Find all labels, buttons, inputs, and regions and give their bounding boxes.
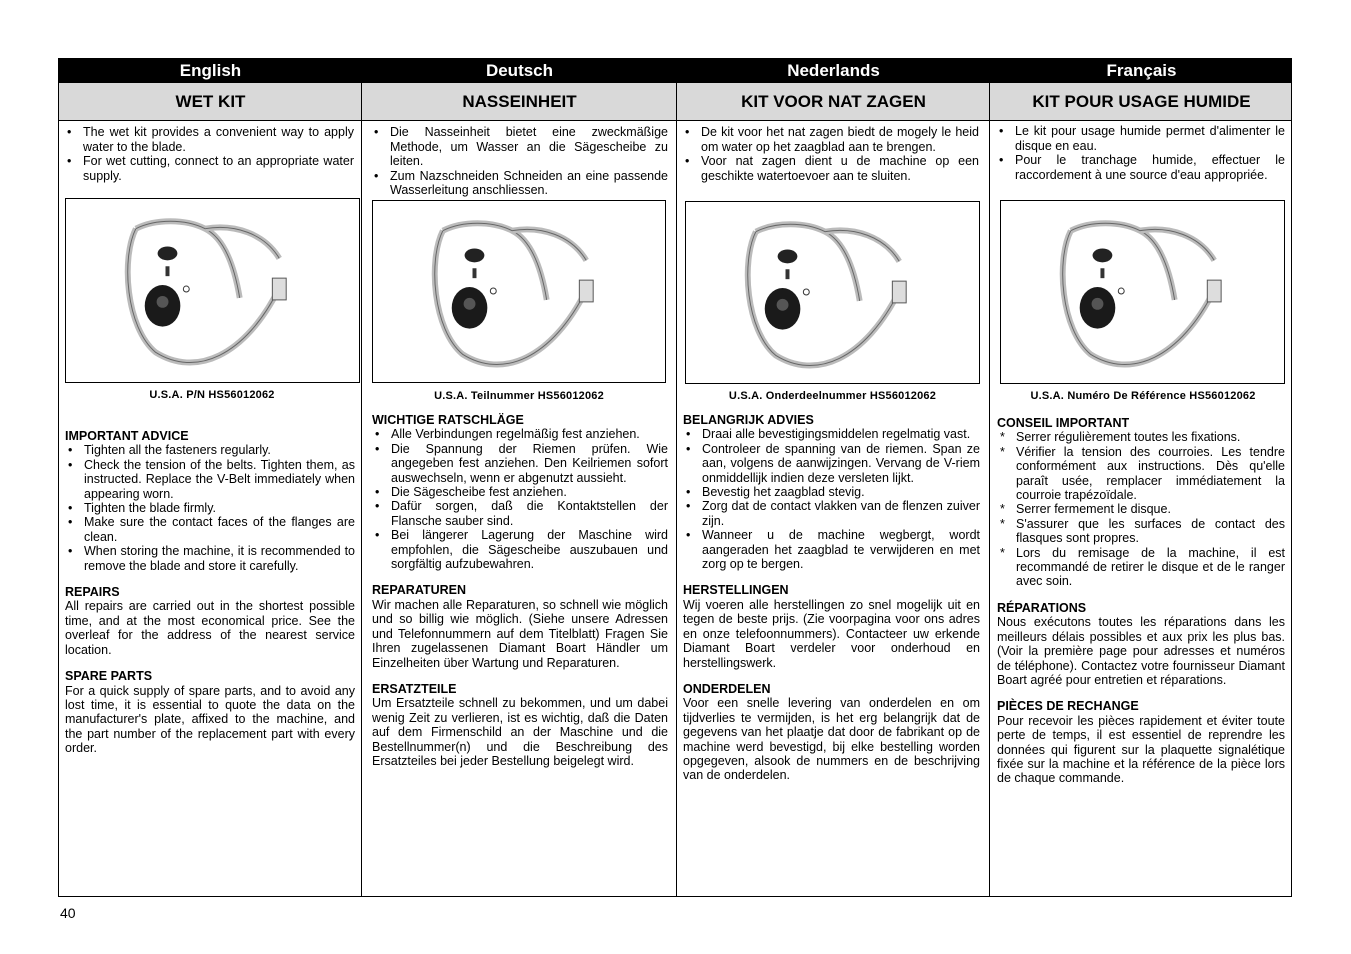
intro-francais [996, 124, 1285, 182]
intro-nederlands [682, 125, 979, 183]
advice-item: • Controleer de spanning van de riemen. Span ze aan, volgens de aanwijzingen. Vervang de V-riem onmiddellijk indien deze versleten lijkt. [683, 442, 980, 485]
part-number-francais: U.S.A. Numéro De Référence HS56012062 [1030, 390, 1256, 402]
language-label-francais: Français [1106, 61, 1177, 80]
intro-item: • The wet kit provides a convenient way to apply water to the blade. [64, 125, 354, 154]
details-english [65, 429, 355, 768]
intro-item: • Die Nasseinheit bietet eine zweckmäßige Methode, um Wasser an die Sägescheibe zu leiten. [371, 125, 668, 169]
advice-item: • Make sure the contact faces of the flanges are clean. [65, 515, 355, 544]
repairs-heading: REPARATUREN [372, 583, 466, 598]
language-label-deutsch: Deutsch [485, 61, 554, 80]
intro-item: • De kit voor het nat zagen biedt de mogely le heid om water op het zaagblad aan te brengen. [682, 125, 979, 154]
part-number-english: U.S.A. P/N HS56012062 [149, 389, 275, 401]
spare-parts-text: Voor een snelle levering van onderdelen en om tijdverlies te vermijden, is het erg belangrijk dat de gegevens van het plaatje dat door de fabrikant op de machine werd bevestigd, bij elke bestelling worden opgegeven, alsook de nummers en de beschrijving van de onderdelen. [683, 696, 980, 783]
page-number: 40 [60, 905, 76, 921]
intro-english [64, 125, 354, 183]
column-divider [989, 83, 990, 896]
repairs-text: Wij voeren alle herstellingen zo snel mogelijk uit en tegen de beste prijs. (Zie voorpagina voor ons adres en onze telefoonnummers). Contacteer uw erkende Diamant Boart verdeler voor onderhoud en herstellingswerk. [683, 597, 980, 670]
intro-item: • For wet cutting, connect to an appropriate water supply. [64, 154, 354, 183]
advice-item: • Bevestig het zaagblad stevig. [683, 485, 980, 499]
intro-item: • Pour le tranchage humide, effectuer le raccordement à une source d'eau appropriée. [996, 153, 1285, 182]
advice-heading: BELANGRIJK ADVIES [683, 413, 814, 427]
advice-item: • Dafür sorgen, daß die Kontaktstellen der Flansche sauber sind. [372, 499, 668, 528]
repairs-heading: RÉPARATIONS [997, 600, 1087, 615]
column-divider [361, 83, 362, 896]
repairs-text: All repairs are carried out in the shortest possible time, and at the most economical price. See the overleaf for the address of the nearest service location. [65, 599, 355, 657]
wet-kit-photo [372, 200, 666, 383]
advice-item: * Serrer fermement le disque. [997, 502, 1285, 516]
spare-parts-heading: PIÈCES DE RECHANGE [997, 699, 1139, 714]
section-title-english: WET KIT [175, 92, 246, 111]
advice-item: * S'assurer que les surfaces de contact des flasques sont propres. [997, 517, 1285, 546]
section-title-bar [59, 83, 1291, 121]
advice-item: * Vérifier la tension des courroies. Les tendre conformément aux instructions. Dès qu'elle paraît usée, remplacer immédiatement la courroie trapézoïdale. [997, 445, 1285, 503]
section-title-deutsch: NASSEINHEIT [462, 92, 577, 111]
spare-parts-heading: ERSATZTEILE [372, 681, 457, 696]
wet-kit-illustration-icon [66, 199, 359, 382]
wet-kit-illustration-icon [686, 202, 979, 383]
advice-item: • Alle Verbindungen regelmäßig fest anziehen. [372, 427, 668, 441]
wet-kit-photo [1000, 200, 1285, 384]
spare-parts-heading: ONDERDELEN [683, 681, 771, 696]
wet-kit-photo [65, 198, 360, 383]
repairs-text: Wir machen alle Reparaturen, so schnell wie möglich und so billig wie möglich. (Siehe unsere Adressen und Telefonnummern auf dem Titelblatt) Fragen Sie Ihren zugelassenen Diamant Boart Händler um Einzelheiten über Wartung und Reparaturen. [372, 597, 668, 670]
language-label-nederlands: Nederlands [787, 61, 880, 80]
intro-deutsch [371, 125, 668, 198]
advice-heading: WICHTIGE RATSCHLÄGE [372, 413, 524, 427]
advice-heading: CONSEIL IMPORTANT [997, 416, 1130, 430]
spare-parts-text: For a quick supply of spare parts, and to avoid any lost time, it is essential to quote the data on the manufacturer's plate, affixed to the machine, and the part number of the replacement part with every order. [65, 683, 355, 756]
wet-kit-photo [685, 201, 980, 384]
advice-item: • Bei längerer Lagerung der Maschine wird empfohlen, die Sägescheibe auszubauen und sorgfältig aufzubewahren. [372, 528, 668, 571]
advice-item: • Die Spannung der Riemen prüfen. Wie angegeben fest anziehen. Den Keilriemen sofort auswechseln, wenn er abgenutzt aussieht. [372, 442, 668, 485]
advice-item: • Check the tension of the belts. Tighten them, as instructed. Replace the V-Belt immediately when appearing worn. [65, 458, 355, 501]
advice-item: • Tighten all the fasteners regularly. [65, 443, 355, 457]
repairs-heading: HERSTELLINGEN [683, 583, 789, 598]
advice-item: * Lors du remisage de la machine, il est recommandé de retirer le disque et de le ranger avec soin. [997, 546, 1285, 589]
advice-item: • When storing the machine, it is recommended to remove the blade and store it carefully. [65, 544, 355, 573]
spare-parts-text: Pour recevoir les pièces rapidement et éviter toute perte de temps, il est essentiel de reprendre les données qui figurent sur la plaquette signalétique fixée sur la machine et la référence de la pièce lors de chaque commande. [997, 713, 1285, 786]
details-nederlands [683, 413, 980, 795]
part-number-nederlands: U.S.A. Onderdeelnummer HS56012062 [728, 390, 937, 402]
part-number-deutsch: U.S.A. Teilnummer HS56012062 [434, 390, 604, 402]
section-title-francais: KIT POUR USAGE HUMIDE [1032, 92, 1251, 111]
details-deutsch [372, 413, 668, 780]
language-label-english: English [179, 61, 242, 80]
advice-item: • Zorg dat de contact vlakken van de flenzen zuiver zijn. [683, 499, 980, 528]
repairs-heading: REPAIRS [65, 585, 120, 600]
advice-item: • Die Sägescheibe fest anziehen. [372, 485, 668, 499]
language-header-bar [59, 59, 1291, 83]
spare-parts-text: Um Ersatzteile schnell zu bekommen, und um dabei wenig Zeit zu verlieren, ist es wichtig, daß die Daten auf dem Firmenschild an der Maschine und die Bestellnummer(n) und die Beschreibung des Ersatzteiles bei jeder Bestellung beigelegt wird. [372, 696, 668, 768]
details-francais [997, 416, 1285, 798]
wet-kit-illustration-icon [1001, 201, 1284, 383]
intro-item: • Voor nat zagen dient u de machine op een geschikte watertoevoer aan te sluiten. [682, 154, 979, 183]
column-divider [676, 83, 677, 896]
intro-item: • Zum Nazschneiden Schneiden an eine passende Wasserleitung anschliessen. [371, 169, 668, 198]
advice-item: • Draai alle bevestigingsmiddelen regelmatig vast. [683, 427, 980, 441]
intro-item: • Le kit pour usage humide permet d'alimenter le disque en eau. [996, 124, 1285, 153]
advice-item: • Tighten the blade firmly. [65, 501, 355, 515]
wet-kit-illustration-icon [373, 201, 665, 382]
advice-heading: IMPORTANT ADVICE [65, 429, 189, 443]
advice-item: • Wanneer u de machine wegbergt, wordt aangeraden het zaagblad te verwijderen en met zorg op te bergen. [683, 528, 980, 571]
advice-item: * Serrer régulièrement toutes les fixations. [997, 430, 1285, 444]
repairs-text: Nous exécutons toutes les réparations dans les meilleurs délais possibles et aux prix les plus bas. (Voir la première page pour adresses et numéros de téléphone). Contactez votre fournisseur Diamant Boart agréé pour entretien et réparations. [997, 615, 1285, 687]
spare-parts-heading: SPARE PARTS [65, 669, 153, 684]
section-title-nederlands: KIT VOOR NAT ZAGEN [741, 92, 926, 111]
